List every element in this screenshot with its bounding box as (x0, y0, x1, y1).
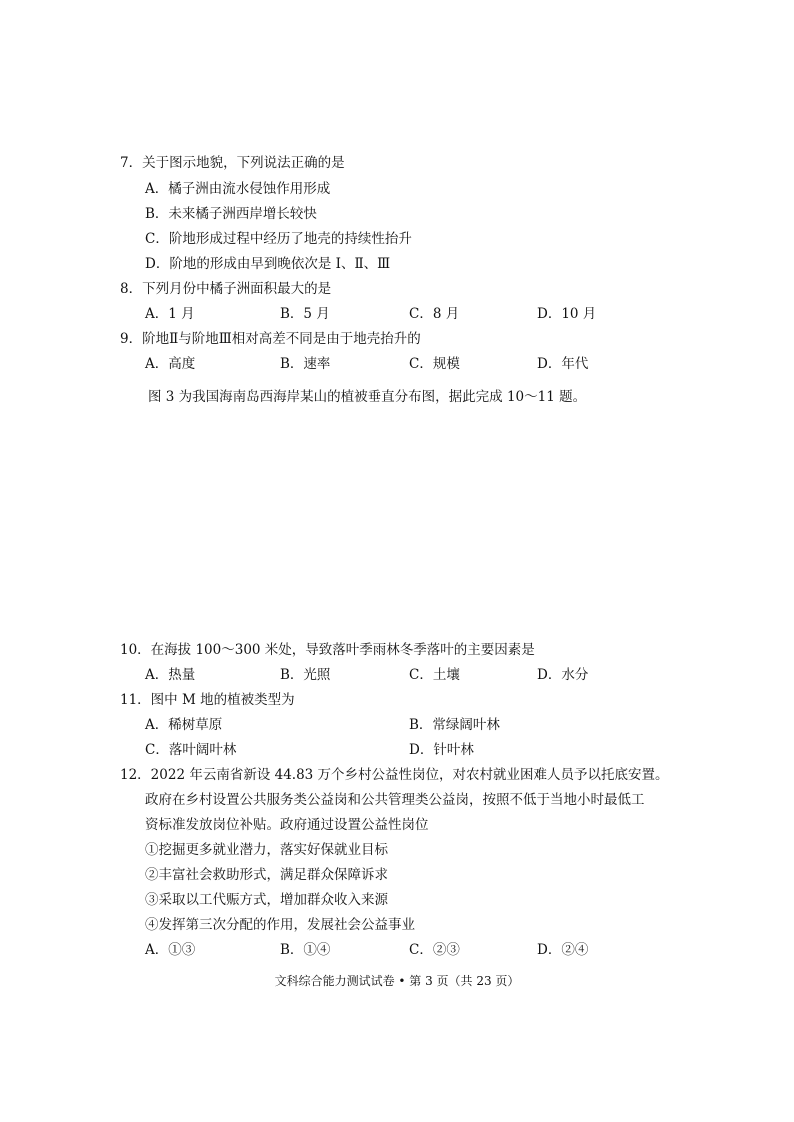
q7-stem: 7．关于图示地貌，下列说法正确的是 (120, 155, 345, 171)
q11-option-d: D．针叶林 (409, 742, 474, 758)
q11-option-a: A．稀树草原 (145, 717, 223, 733)
q7-option-d: D．阶地的形成由早到晚依次是 Ⅰ、Ⅱ、Ⅲ (145, 256, 391, 272)
q12-statement-2: ②丰富社会救助形式，满足群众保障诉求 (145, 867, 388, 883)
q12-option-d: D．②④ (537, 942, 589, 958)
q9-option-b: B．速率 (280, 356, 331, 372)
q8-option-c: C．8 月 (409, 306, 460, 322)
q8-option-b: B．5 月 (280, 306, 330, 322)
q12-option-a: A．①③ (145, 942, 196, 958)
q10-option-a: A．热量 (145, 667, 196, 683)
q7-option-c: C．阶地形成过程中经历了地壳的持续性抬升 (145, 231, 412, 247)
q9-option-c: C．规模 (409, 356, 460, 372)
q12-option-b: B．①④ (280, 942, 331, 958)
q7-option-a: A．橘子洲由流水侵蚀作用形成 (145, 181, 331, 197)
q10-option-d: D．水分 (537, 667, 589, 683)
q12-stem-line3: 资标准发放岗位补贴。政府通过设置公益性岗位 (145, 817, 429, 833)
q8-option-d: D．10 月 (537, 306, 597, 322)
q11-stem: 11．图中 M 地的植被类型为 (120, 692, 295, 708)
q8-option-a: A．1 月 (145, 306, 195, 322)
q9-option-a: A．高度 (145, 356, 196, 372)
q12-stem-line1: 12．2022 年云南省新设 44.83 万个乡村公益性岗位，对农村就业困难人员予以托底安置。 (120, 767, 669, 783)
q12-option-c: C．②③ (409, 942, 460, 958)
q9-stem: 9．阶地Ⅱ与阶地Ⅲ相对高差不同是由于地壳抬升的 (120, 331, 421, 347)
q10-option-b: B．光照 (280, 667, 331, 683)
q12-stem-line2: 政府在乡村设置公共服务类公益岗和公共管理类公益岗，按照不低于当地小时最低工 (145, 792, 645, 808)
q12-statement-3: ③采取以工代赈方式，增加群众收入来源 (145, 892, 388, 908)
q11-option-b: B．常绿阔叶林 (409, 717, 500, 733)
q12-statement-4: ④发挥第三次分配的作用，发展社会公益事业 (145, 917, 415, 933)
q9-option-d: D．年代 (537, 356, 589, 372)
q10-option-c: C．土壤 (409, 667, 460, 683)
q12-statement-1: ①挖掘更多就业潜力，落实好保就业目标 (145, 842, 388, 858)
page-footer: 文科综合能力测试试卷 • 第 3 页（共 23 页） (274, 974, 520, 988)
q8-stem: 8．下列月份中橘子洲面积最大的是 (120, 281, 332, 297)
q10-stem: 10．在海拔 100～300 米处，导致落叶季雨林冬季落叶的主要因素是 (120, 642, 535, 658)
figure-intro: 图 3 为我国海南岛西海岸某山的植被垂直分布图，据此完成 10～11 题。 (148, 389, 587, 405)
q7-option-b: B．未来橘子洲西岸增长较快 (145, 206, 317, 222)
q11-option-c: C．落叶阔叶林 (145, 742, 237, 758)
figure-placeholder (120, 420, 680, 630)
